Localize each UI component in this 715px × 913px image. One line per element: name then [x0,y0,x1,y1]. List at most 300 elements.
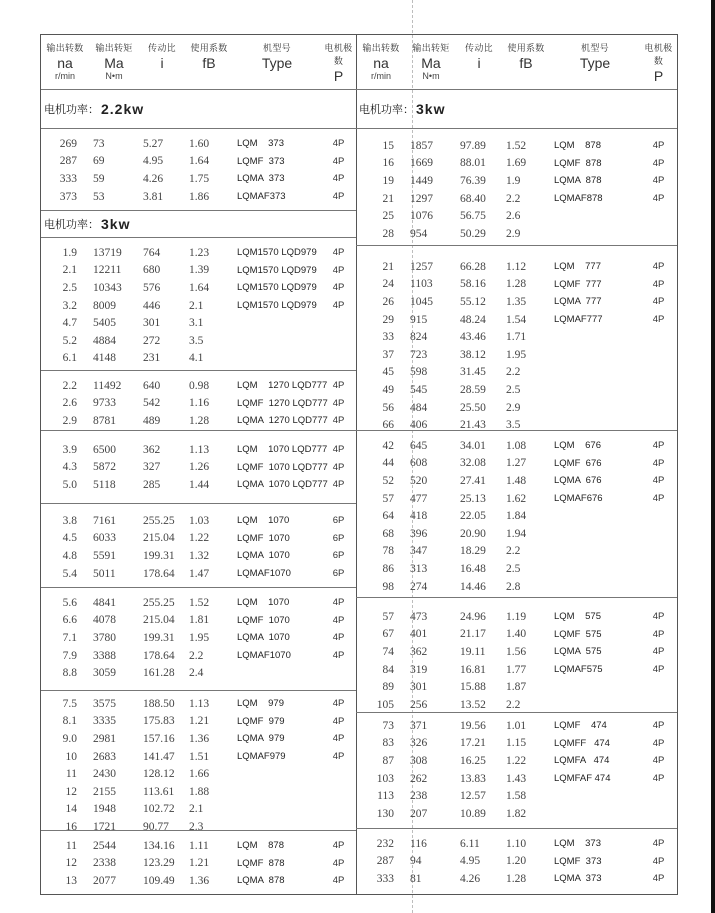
service-factor-cell: 1.86 [189,190,210,203]
motor-poles-cell: 4P [652,296,665,308]
output-speed-cell: 16 [382,157,394,170]
motor-poles-cell: 4P [332,597,345,609]
model-type-cell: LQM 777 [554,261,601,273]
table-row [356,437,677,455]
table-row [356,172,677,190]
output-speed-cell: 5.4 [62,567,77,580]
output-torque-cell: 3575 [93,697,116,710]
output-speed-cell: 15 [382,139,394,152]
model-type-cell: LQMAF1070 [237,568,291,580]
output-torque-cell: 2338 [93,857,116,870]
service-factor-cell: 1.36 [189,732,210,745]
output-speed-cell: 5.6 [62,596,77,609]
motor-poles-cell: 6P [332,515,345,527]
output-torque-cell: 8009 [93,299,116,312]
ratio-cell: 31.45 [460,366,486,379]
output-speed-cell: 2.2 [62,379,77,392]
header-cn: 输出转矩 [95,43,133,53]
ratio-cell: 141.47 [143,750,175,763]
header-cell-fb [502,41,550,89]
service-factor-cell: 2.1 [189,803,204,816]
motor-poles-cell: 6P [332,550,345,562]
service-factor-cell: 1.28 [506,872,527,885]
ratio-cell: 123.29 [143,857,175,870]
ratio-cell: 16.81 [460,663,486,676]
motor-poles-cell: 4P [332,155,345,167]
table-row [41,350,356,368]
model-group [356,713,677,829]
output-speed-cell: 57 [382,610,394,623]
header-symbol: Type [261,55,293,71]
table-row [356,155,677,173]
service-factor-cell: 2.1 [189,299,204,312]
output-torque-cell: 73 [93,137,105,150]
output-speed-cell: 37 [382,348,394,361]
service-factor-cell: 1.47 [189,567,210,580]
output-speed-cell: 24 [382,278,394,291]
motor-poles-cell: 4P [332,479,345,491]
motor-poles-cell: 4P [652,873,665,885]
motor-poles-cell: 4P [332,698,345,710]
model-type-cell: LQM1570 LQD979 [237,247,317,259]
service-factor-cell: 2.9 [506,401,521,414]
output-torque-cell: 301 [410,681,428,694]
ratio-cell: 446 [143,299,161,312]
service-factor-cell: 2.2 [506,366,521,379]
service-factor-cell: 1.28 [506,278,527,291]
model-type-cell: LQMF 373 [237,155,285,167]
table-row [356,578,677,596]
output-speed-cell: 26 [382,295,394,308]
motor-poles-cell: 4P [652,720,665,732]
output-speed-cell: 3.2 [62,299,77,312]
motor-poles-cell: 4P [332,632,345,644]
output-speed-cell: 83 [382,737,394,750]
model-type-cell: LQMA 676 [554,475,602,487]
model-type-cell: LQMF 878 [554,157,602,169]
model-type-cell: LQMF 1270 LQD777 [237,397,328,409]
model-type-cell: LQMF 979 [237,715,285,727]
model-type-cell: LQMA 373 [554,873,602,885]
output-torque-cell: 1045 [410,295,433,308]
output-torque-cell: 608 [410,457,428,470]
motor-poles-cell: 4P [652,475,665,487]
model-type-cell: LQMA 1070 [237,550,290,562]
header-symbol: Ma [104,55,124,71]
ratio-cell: 215.04 [143,614,175,627]
output-torque-cell: 954 [410,227,428,240]
header-cn: 输出转矩 [412,43,450,53]
table-row [41,748,356,766]
header-cn: 传动比 [148,43,176,53]
header-cell-ma [406,41,456,89]
model-type-cell: LQMAF1070 [237,650,291,662]
model-type-cell: LQM1570 LQD979 [237,264,317,276]
output-torque-cell: 598 [410,366,428,379]
model-type-cell: LQMA 878 [554,175,602,187]
model-type-cell: LQMF 1070 LQD777 [237,461,328,473]
motor-poles-cell: 4P [652,261,665,273]
output-torque-cell: 915 [410,313,428,326]
service-factor-cell: 1.23 [189,246,210,259]
service-factor-cell: 1.40 [506,628,527,641]
model-type-cell: LQMA 979 [237,733,285,745]
model-type-cell: LQMAF373 [237,191,286,203]
output-speed-cell: 2.5 [62,281,77,294]
output-torque-cell: 4078 [93,614,116,627]
header-cell-type [550,41,640,89]
header-cell-type [233,41,321,89]
service-factor-cell: 2.2 [506,698,521,711]
motor-poles-cell: 4P [332,461,345,473]
motor-poles-cell: 4P [332,173,345,185]
ratio-cell: 90.77 [143,820,169,833]
header-cn: 使用系数 [507,43,545,53]
output-torque-cell: 396 [410,527,428,540]
model-type-cell: LQM 878 [237,840,284,852]
output-torque-cell: 418 [410,510,428,523]
ratio-cell: 680 [143,264,161,277]
ratio-cell: 764 [143,246,161,259]
motor-poles-cell: 4P [652,855,665,867]
ratio-cell: 88.01 [460,157,486,170]
motor-poles-cell: 6P [332,532,345,544]
model-type-cell: LQMFAF 474 [554,773,611,785]
motor-poles-cell: 4P [652,493,665,505]
header-symbol: Ma [421,55,441,71]
table-row [356,137,677,155]
table-row [356,507,677,525]
output-torque-cell: 520 [410,474,428,487]
service-factor-cell: 1.01 [506,719,527,732]
header-cell-p [640,41,677,89]
service-factor-cell: 1.12 [506,260,527,273]
service-factor-cell: 1.39 [189,264,210,277]
output-torque-cell: 2155 [93,785,116,798]
table-row [41,765,356,783]
model-type-cell: LQM1570 LQD979 [237,282,317,294]
output-speed-cell: 333 [376,872,394,885]
ratio-cell: 4.95 [460,855,481,868]
output-speed-cell: 14 [65,803,77,816]
output-torque-cell: 477 [410,492,428,505]
table-row [356,770,677,788]
motor-poles-cell: 4P [652,646,665,658]
output-torque-cell: 347 [410,545,428,558]
motor-poles-cell: 4P [332,751,345,763]
service-factor-cell: 2.5 [506,562,521,575]
ratio-cell: 22.05 [460,510,486,523]
motor-power-value: 3kw [101,216,131,232]
ratio-cell: 128.12 [143,768,175,781]
header-cn: 电机极数 [644,43,673,66]
service-factor-cell: 1.36 [189,874,210,887]
table-row [41,279,356,297]
motor-poles-cell: 4P [652,838,665,850]
motor-poles-cell: 4P [652,628,665,640]
model-type-cell: LQMF 676 [554,457,602,469]
output-torque-cell: 3059 [93,667,116,680]
model-group [356,431,677,598]
table-row [41,244,356,262]
service-factor-cell: 2.9 [506,227,521,240]
table-row [41,297,356,315]
table-row [356,560,677,578]
output-torque-cell: 1948 [93,803,116,816]
output-speed-cell: 64 [382,510,394,523]
ratio-cell: 58.16 [460,278,486,291]
output-torque-cell: 4884 [93,334,116,347]
table-row [41,530,356,548]
service-factor-cell: 1.13 [189,697,210,710]
motor-power-label: 电机功率： [359,104,414,116]
model-type-cell: LQMA 575 [554,646,602,658]
table-row [41,412,356,430]
motor-poles-cell: 4P [332,840,345,852]
model-group [41,431,356,504]
service-factor-cell: 1.87 [506,681,527,694]
header-cell-p [321,41,356,89]
output-speed-cell: 16 [65,820,77,833]
ratio-cell: 32.08 [460,457,486,470]
output-torque-cell: 484 [410,401,428,414]
service-factor-cell: 1.64 [189,281,210,294]
header-symbol: i [160,55,164,71]
output-speed-cell: 130 [376,807,394,820]
motor-poles-cell: 4P [332,650,345,662]
motor-power-value: 2.2kw [101,101,145,117]
model-type-cell: LQMA 1270 LQD777 [237,415,328,427]
output-torque-cell: 1721 [93,820,116,833]
output-torque-cell: 401 [410,628,428,641]
motor-poles-cell: 4P [332,614,345,626]
model-group [41,588,356,691]
ratio-cell: 15.88 [460,681,486,694]
header-unit: r/min [55,71,75,81]
header-cn: 输出转数 [46,43,84,53]
ratio-cell: 175.83 [143,715,175,728]
model-type-cell: LQM 979 [237,698,284,710]
output-torque-cell: 1103 [410,278,433,291]
header-symbol: P [333,68,344,84]
header-cell-ma [89,41,139,89]
service-factor-cell: 1.11 [189,839,209,852]
output-speed-cell: 12 [65,785,77,798]
output-speed-cell: 4.7 [62,317,77,330]
output-torque-cell: 2683 [93,750,116,763]
table-row [356,835,677,853]
model-type-cell: LQM 575 [554,611,601,623]
header-unit: N•m [105,71,123,81]
output-torque-cell: 326 [410,737,428,750]
table-row [356,346,677,364]
output-speed-cell: 10 [65,750,77,763]
motor-poles-cell: 6P [332,568,345,580]
header-cell-na [356,41,406,89]
model-type-cell: LQM 1070 [237,597,290,609]
service-factor-cell: 2.2 [189,649,204,662]
ratio-cell: 38.12 [460,348,486,361]
output-torque-cell: 313 [410,562,428,575]
output-speed-cell: 52 [382,474,394,487]
service-factor-cell: 1.20 [506,855,527,868]
motor-poles-cell: 4P [332,191,345,203]
output-torque-cell: 545 [410,383,428,396]
table-row [41,695,356,713]
ratio-cell: 188.50 [143,697,175,710]
model-type-cell: LQMFF 474 [554,737,610,749]
model-group [41,129,356,211]
table-row [41,135,356,153]
table-row [356,608,677,626]
ratio-cell: 28.59 [460,383,486,396]
ratio-cell: 55.12 [460,295,486,308]
table-row [41,837,356,855]
table-row [356,543,677,561]
model-type-cell: LQM 1070 [237,515,290,527]
table-row [41,730,356,748]
table-row [41,801,356,819]
model-type-cell: LQMFA 474 [554,755,610,767]
output-speed-cell: 2.1 [62,264,77,277]
service-factor-cell: 1.52 [189,596,210,609]
model-type-cell: LQMAF878 [554,193,603,205]
ratio-cell: 255.25 [143,514,175,527]
model-type-cell: LQMF 777 [554,278,602,290]
output-torque-cell: 7161 [93,514,116,527]
service-factor-cell: 2.3 [189,820,204,833]
ratio-cell: 25.13 [460,492,486,505]
table-row [356,678,677,696]
ratio-cell: 12.57 [460,790,486,803]
motor-poles-cell: 4P [332,138,345,150]
left-column [41,35,357,894]
output-torque-cell: 8781 [93,414,116,427]
ratio-cell: 16.48 [460,562,486,575]
ratio-cell: 10.89 [460,807,486,820]
motor-poles-cell: 4P [652,737,665,749]
ratio-cell: 16.25 [460,754,486,767]
ratio-cell: 327 [143,461,161,474]
table-row [41,153,356,171]
ratio-cell: 231 [143,352,161,365]
model-group [41,238,356,371]
table-row [356,787,677,805]
model-type-cell: LQM 878 [554,140,601,152]
output-speed-cell: 3.9 [62,443,77,456]
output-torque-cell: 3335 [93,715,116,728]
service-factor-cell: 1.9 [506,174,521,187]
output-torque-cell: 308 [410,754,428,767]
model-type-cell: LQMAF979 [237,751,286,763]
output-speed-cell: 333 [59,172,77,185]
motor-poles-cell: 4P [652,193,665,205]
output-torque-cell: 81 [410,872,422,885]
header-symbol: i [477,55,481,71]
output-torque-cell: 362 [410,645,428,658]
output-speed-cell: 8.1 [62,715,77,728]
ratio-cell: 6.11 [460,837,480,850]
service-factor-cell: 2.8 [506,580,521,593]
output-speed-cell: 73 [382,719,394,732]
service-factor-cell: 1.43 [506,772,527,785]
ratio-cell: 285 [143,478,161,491]
table-row [41,629,356,647]
table-row [41,188,356,206]
service-factor-cell: 1.10 [506,837,527,850]
table-row [41,664,356,682]
model-type-cell: LQMA 878 [237,875,285,887]
service-factor-cell: 1.84 [506,510,527,523]
model-group [41,691,356,831]
motor-poles-cell: 4P [652,157,665,169]
model-type-cell: LQM 676 [554,440,601,452]
model-type-cell: LQMF 1070 [237,532,290,544]
ratio-cell: 27.41 [460,474,486,487]
motor-power-row [41,211,356,238]
ratio-cell: 161.28 [143,667,175,680]
service-factor-cell: 1.22 [189,532,210,545]
model-group [356,246,677,431]
output-speed-cell: 28 [382,227,394,240]
ratio-cell: 68.40 [460,192,486,205]
motor-power [41,211,356,237]
ratio-cell: 43.46 [460,331,486,344]
page-edge [711,0,715,913]
table-row [356,311,677,329]
motor-power-label: 电机功率： [44,219,99,231]
output-speed-cell: 7.1 [62,631,77,644]
table-row [41,647,356,665]
header-cell-i [456,41,502,89]
service-factor-cell: 3.5 [189,334,204,347]
output-speed-cell: 19 [382,174,394,187]
ratio-cell: 113.61 [143,785,175,798]
service-factor-cell: 1.26 [189,461,210,474]
output-torque-cell: 1449 [410,174,433,187]
motor-poles-cell: 4P [332,247,345,259]
table-row [41,565,356,583]
model-type-cell: LQMF 1070 [237,614,290,626]
table-row [41,377,356,395]
output-speed-cell: 232 [376,837,394,850]
table-row [356,752,677,770]
motor-power-label: 电机功率： [44,104,99,116]
ratio-cell: 21.43 [460,419,486,432]
model-type-cell: LQMF 575 [554,628,602,640]
output-speed-cell: 7.5 [62,697,77,710]
ratio-cell: 25.50 [460,401,486,414]
motor-poles-cell: 4P [332,415,345,427]
motor-poles-cell: 4P [652,611,665,623]
output-torque-cell: 9733 [93,397,116,410]
header-symbol: na [373,55,389,71]
service-factor-cell: 1.56 [506,645,527,658]
ratio-cell: 18.29 [460,545,486,558]
ratio-cell: 14.46 [460,580,486,593]
service-factor-cell: 1.13 [189,443,210,456]
motor-power-row [356,90,677,129]
header-symbol: P [653,68,664,84]
header-symbol: Type [579,55,611,71]
ratio-cell: 13.83 [460,772,486,785]
header-cn: 机型号 [263,43,291,53]
ratio-cell: 56.75 [460,210,486,223]
output-torque-cell: 2544 [93,839,116,852]
spec-table [40,34,678,895]
output-speed-cell: 86 [382,562,394,575]
output-speed-cell: 103 [376,772,394,785]
